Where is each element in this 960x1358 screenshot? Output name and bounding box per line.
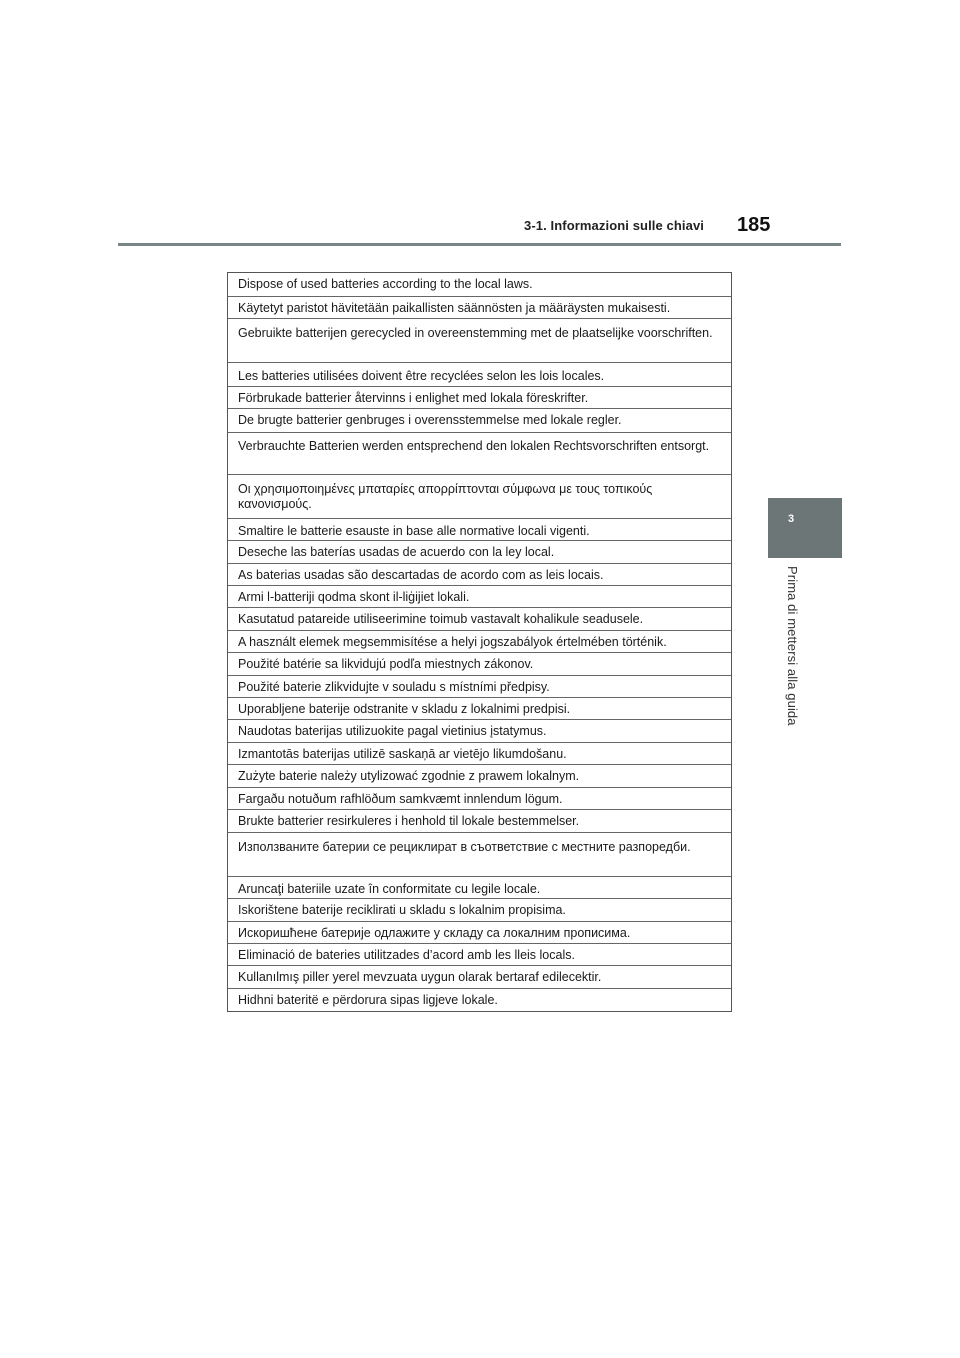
table-row: Gebruikte batterijen gerecycled in overeenstemming met de plaatselijke voorschriften. <box>228 319 731 363</box>
table-row: Deseche las baterías usadas de acuerdo con la ley local. <box>228 541 731 564</box>
chapter-tab <box>768 498 842 558</box>
battery-disposal-table <box>227 272 732 1012</box>
table-row: Armi l-batteriji qodma skont il-liġijiet lokali. <box>228 586 731 608</box>
table-row: Kullanılmış piller yerel mevzuata uygun olarak bertaraf edilecektir. <box>228 966 731 989</box>
table-row: Zużyte baterie należy utylizować zgodnie z prawem lokalnym. <box>228 765 731 788</box>
table-row: Les batteries utilisées doivent être recyclées selon les lois locales. <box>228 363 731 387</box>
chapter-title: Prima di mettersi alla guida <box>785 566 800 726</box>
table-row: Dispose of used batteries according to the local laws. <box>228 273 731 297</box>
table-row: Aruncaţi bateriile uzate în conformitate cu legile locale. <box>228 877 731 899</box>
table-row: Uporabljene baterije odstranite v skladu z lokalnimi predpisi. <box>228 698 731 720</box>
header-divider <box>118 243 841 246</box>
table-row: Използваните батерии се рециклират в съответствие с местните разпоредби. <box>228 833 731 877</box>
table-row: Förbrukade batterier återvinns i enlighet med lokala föreskrifter. <box>228 387 731 409</box>
table-row: Naudotas baterijas utilizuokite pagal vietinius įstatymus. <box>228 720 731 743</box>
table-row: Kasutatud patareide utiliseerimine toimub vastavalt kohalikule seadusele. <box>228 608 731 631</box>
table-row: Izmantotās baterijas utilizē saskaņā ar vietējo likumdošanu. <box>228 743 731 765</box>
table-row: Искоришћене батерије одлажите у складу са локалним прописима. <box>228 922 731 944</box>
table-row: A használt elemek megsemmisítése a helyi jogszabályok értelmében történik. <box>228 631 731 653</box>
table-row: Použité baterie zlikvidujte v souladu s místními předpisy. <box>228 676 731 698</box>
table-row: Verbrauchte Batterien werden entsprechend den lokalen Rechtsvorschriften entsorgt. <box>228 433 731 475</box>
section-title: 3-1. Informazioni sulle chiavi <box>524 218 704 233</box>
table-row: Οι χρησιμοποιημένες μπαταρίες απορρίπτονται σύμφωνα με τους τοπικούς κανονισμούς. <box>228 475 731 519</box>
table-row: Smaltire le batterie esauste in base alle normative locali vigenti. <box>228 519 731 541</box>
table-row: Käytetyt paristot hävitetään paikallisten säännösten ja määräysten mukaisesti. <box>228 297 731 319</box>
table-row: Použité batérie sa likvidujú podľa miestnych zákonov. <box>228 653 731 676</box>
table-row: Eliminació de bateries utilitzades d’acord amb les lleis locals. <box>228 944 731 966</box>
table-row: Iskorištene baterije reciklirati u skladu s lokalnim propisima. <box>228 899 731 922</box>
table-row: Brukte batterier resirkuleres i henhold til lokale bestemmelser. <box>228 810 731 833</box>
page-number: 185 <box>737 214 771 236</box>
table-row: As baterias usadas são descartadas de acordo com as leis locais. <box>228 564 731 586</box>
table-row: De brugte batterier genbruges i overensstemmelse med lokale regler. <box>228 409 731 433</box>
chapter-number: 3 <box>787 513 795 525</box>
table-row: Fargaðu notuðum rafhlöðum samkvæmt innlendum lögum. <box>228 788 731 810</box>
table-row: Hidhni bateritë e përdorura sipas ligjeve lokale. <box>238 993 498 1007</box>
